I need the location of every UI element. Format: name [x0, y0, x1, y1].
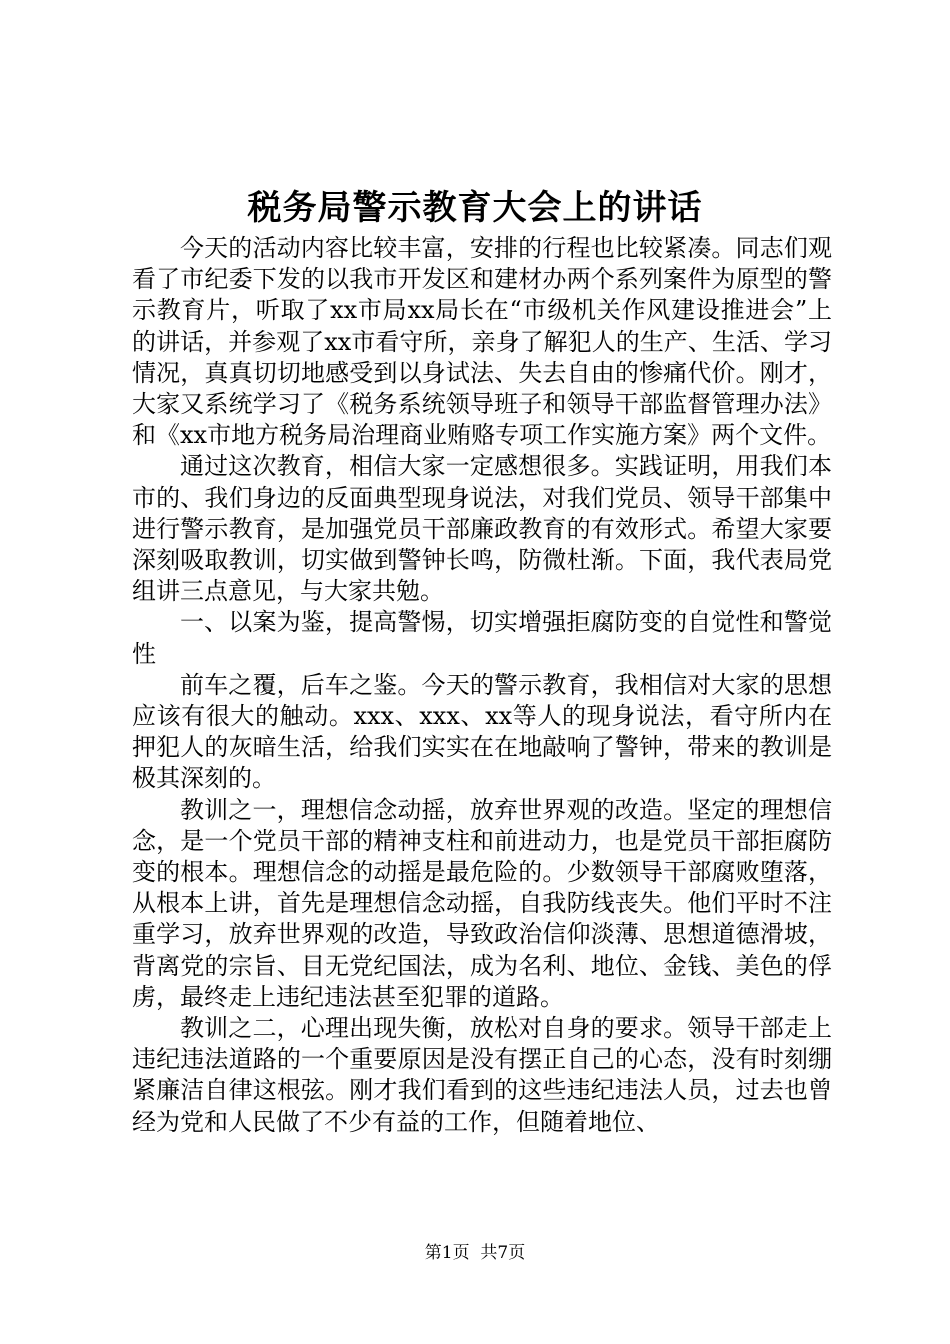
- document-title: 税务局警示教育大会上的讲话: [247, 188, 703, 228]
- page-footer: 第1页 共7页: [424, 1243, 526, 1263]
- paragraph-3: 前车之覆，后车之鉴。今天的警示教育，我相信对大家的思想应该有很大的触动。xxx、xxx、xx等人的现身说法，看守所内在押犯人的灰暗生活，给我们实实在在地敲响了警钟，带来的教训是极其深刻的。: [132, 670, 832, 793]
- document-body: [132, 233, 832, 1138]
- paragraph-2: 通过这次教育，相信大家一定感想很多。实践证明，用我们本市的、我们身边的反面典型现身说法，对我们党员、领导干部集中进行警示教育，是加强党员干部廉政教育的有效形式。希望大家要深刻吸取教训，切实做到警钟长鸣，防微杜渐。下面，我代表局党组讲三点意见，与大家共勉。: [132, 452, 832, 606]
- paragraph-5: 教训之二，心理出现失衡，放松对自身的要求。领导干部走上违纪违法道路的一个重要原因是没有摆正自己的心态，没有时刻绷紧廉洁自律这根弦。刚才我们看到的这些违纪违法人员，过去也曾经为党和人民做了不少有益的工作，但随着地位、: [132, 1014, 832, 1136]
- paragraph-4: 教训之一，理想信念动摇，放弃世界观的改造。坚定的理想信念，是一个党员干部的精神支柱和前进动力，也是党员干部拒腐防变的根本。理想信念的动摇是最危险的。少数领导干部腐败堕落，从根本上讲，首先是理想信念动摇，自我防线丧失。他们平时不注重学习，放弃世界观的改造，导致政治信仰淡薄、思想道德滑坡，背离党的宗旨、目无党纪国法，成为名利、地位、金钱、美色的俘虏，最终走上违纪违法甚至犯罪的道路。: [132, 795, 832, 1011]
- section-heading-1: 一、以案为鉴，提高警惕，切实增强拒腐防变的自觉性和警觉性: [132, 608, 832, 668]
- paragraph-1: 今天的活动内容比较丰富，安排的行程也比较紧凑。同志们观看了市纪委下发的以我市开发区和建材办两个系列案件为原型的警示教育片，听取了xx市局xx局长在“市级机关作风建设推进会”上的讲话，并参观了xx市看守所，亲身了解犯人的生产、生活、学习情况，真真切切地感受到以身试法、失去自由的惨痛代价。刚才，大家又系统学习了《税务系统领导班子和领导干部监督管理办法》和《xx市地方税务局治理商业贿赂专项工作实施方案》两个文件。: [132, 234, 832, 450]
